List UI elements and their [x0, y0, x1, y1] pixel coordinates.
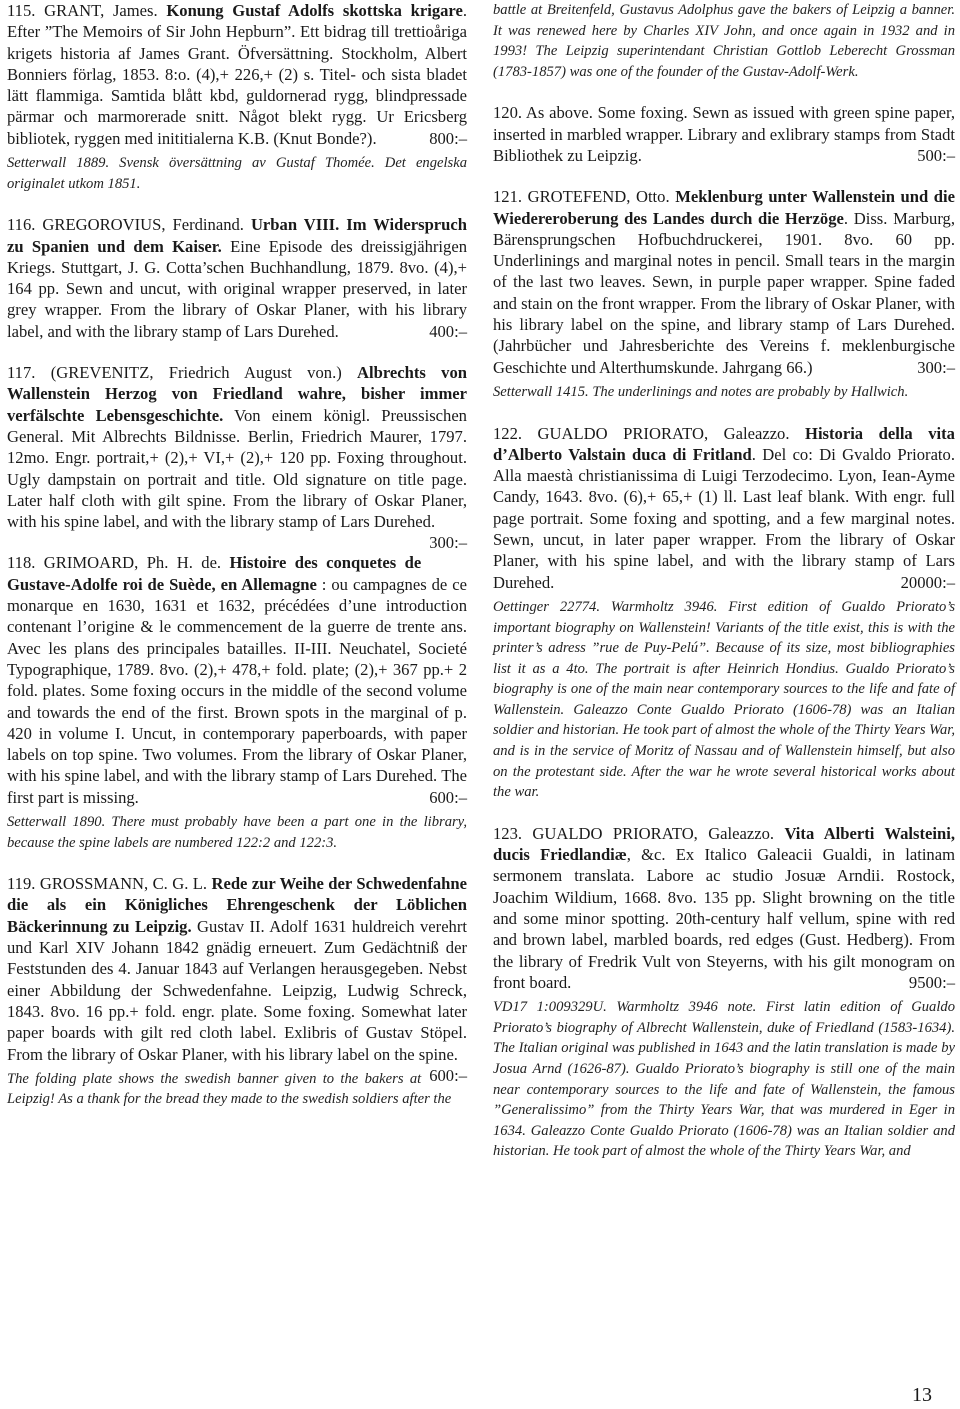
entry-description: Gustav II. Adolf 1631 huldreich verehrt und Karl XIV Johann 1842 gnädig erneuert. Zum Gedächtniß der Feststunden des 4. Januar 1843 auf Verlangen herausgegeben. Nebst einer Abbildung der Schwedenfahne. Leipzig, Ludwig Schreck, 1843. 8vo. 16 pp.+ fold. engr. plate. Some foxing. Somewhat later paper boards with gilt red cloth label. Exlibris of Gustav Stöpel. From the library of Oskar Planer, with his library label on the spine. [7, 916, 467, 1064]
entry-price: 500:– [917, 145, 955, 165]
entry-note: Setterwall 1890. There must probably have been a part one in the library, because the spine labels are numbered 122:2 and 122:3. [7, 813, 467, 851]
catalog-entry-116 [7, 214, 467, 342]
catalog-entry-117 [7, 362, 467, 553]
entry-description: , &c. Ex Italico Galeacii Gualdi, in latinam sermonem translata. Labore ac studio Josuæ Arndii. Rostock, Joachim Wildium, 1668. 8vo. 135 pp. Slight browning on the title and some minor spotting. 20th-century half vellum, spine with red and brown label, marbled boards, red edges (Gust. Hedberg). From the library of Fredrik Vult von Steyerns, with his gilt monogram on front board. [493, 845, 955, 992]
entry-note: VD17 1:009329U. Warmholtz 3946 note. First latin edition of Gualdo Priorato’s biography of Albrecht Wallenstein, duke of Friedland (1583-1634). The Italian original was published in 1643 and the latin translation is made by Josua Arnd (1626-87). Gualdo Priorato’s biography is still one of the main near contemporary sources to the life and fate of Wallenstein, the famous ”Generalissimo” from the Thirty Years War, that was murdered in Eger in 1634. Galeazzo Conte Gualdo Priorato (1606-78) was an Italian soldier and historian. He took part of almost the whole of the Thirty Years War, and [493, 999, 955, 1160]
entry-price: 300:– [429, 533, 467, 553]
catalog-entry-119-continued [493, 0, 955, 82]
entry-title: Urban VIII. Im Widerspruch zu Spanien und dem Kaiser. [7, 215, 467, 256]
entry-note: Oettinger 22774. Warmholtz 3946. First edition of Gualdo Priorato’s important biography on Wallenstein! Variants of the title exist, this is with the printer’s adress ”rue de Puy-Pelú”. Because of its size, most bibliographies list it as a 4to. The portrait is after Heinrich Hondius. Gualdo Priorato’s biography is one of the main near contemporary sources to the life and fate of Wallenstein. Galeazzo Conte Gualdo Priorato (1606-78) was an Italian soldier and historian. He took part of almost the whole of the Thirty Years War, and is in the service of Moritz of Nassau and of Wallenstein himself, but also on the protestant side. After the war he wrote several historical works about the war. [493, 598, 955, 801]
entry-description: Von einem königl. Preussischen General. Mit Albrechts Bildnisse. Berlin, Friedrich Maurer, 1797. 12mo. Engr. portrait,+ (2),+ VI,+ (2),+ 120 pp. Foxing throughout. Ugly dampstain on portrait and title. Old signature on title page. Later half cloth with gilt spine. From the library of Oskar Planer, with his spine label, and with the library stamp of Lars Durehed. [7, 405, 467, 532]
page-number: 13 [912, 1384, 932, 1406]
catalog-entry-118 [7, 552, 467, 853]
left-column [7, 0, 467, 1130]
entry-text [493, 186, 955, 378]
entry-price: 800:– [429, 128, 467, 148]
entry-text [7, 0, 467, 149]
entry-text [7, 873, 467, 1085]
entry-note: The folding plate shows the swedish banner given to the bakers at Leipzig! As a thank for the bread they made to the swedish soldiers after the [7, 1070, 452, 1108]
entry-price: 9500:– [908, 972, 955, 992]
entry-note: Setterwall 1415. The underlinings and notes are probably by Hallwich. [493, 383, 909, 400]
entry-price: 300:– [917, 357, 955, 377]
catalog-entry-123 [493, 823, 955, 1162]
entry-description: 120. As above. Some foxing. Sewn as issued with green spine paper, inserted in marbled wrapper. Library and exlibrary stamps from Stadt Bibliothek zu Leipzig. [493, 103, 955, 165]
right-column [493, 0, 955, 1182]
entry-title: Rede zur Weihe der Schwedenfahne die als ein Königliches Ehrengeschenk der Löblichen Bäckerinnung zu Leipzig. [7, 874, 467, 936]
entry-price: 400:– [429, 321, 467, 341]
entry-description: . Diss. Marburg, Bärensprungschen Hofbuchdruckerei, 1901. 8vo. 60 pp. Underlinings and marginal notes in pencil. Small tears in the margin of the last two leaves. Sewn, in purple paper wrapper. Spine faded and stain on the front wrapper. From the library of Oskar Planer, with his library label on the spine, and library stamp of Lars Durehed. (Jahrbücher und Jahresberichte des Vereins f. meklenburgische Geschichte und Alterthumskunde. Jahrgang 66.) [493, 208, 955, 377]
entry-author: 122. GUALDO PRIORATO, Galeazzo. [493, 423, 806, 443]
entry-author: 115. GRANT, James. [7, 1, 167, 20]
catalog-entry-121 [493, 186, 955, 402]
entry-author: 116. GREGOROVIUS, Ferdinand. [7, 215, 251, 235]
entry-price: 600:– [429, 787, 467, 807]
entry-description: : ou campagnes de ce monarque en 1630, 1631 et 1632, précédées d’une introduction contenant l’origine & le commencement de la guerre de trente ans. Avec les plans des principales batailles. II-III. Neuchatel, Societé Typographique, 1789. 8vo. (2),+ 478,+ fold. plate; (2),+ 367 pp.+ 2 fold. plates. Some foxing occurs in the middle of the second volume and towards the end of the first. Brown spots in the marginal of p. 420 in volume I. Uncut, in contemporary paperboards, with paper labels on top spine. Two volumes. From the library of Oskar Planer, with his spine label, and with the library stamp of Lars Durehed. The first part is missing. [7, 574, 467, 807]
entry-description: . Efter ”The Memoirs of Sir John Hepburn”. Ett bidrag till trettioåriga krigets historia af James Grant. Öfversättning. Stockholm, Albert Bonniers förlag, 1853. 8:o. (4),+ 226,+ (2) s. Titel- och sista bladet lätt flammiga. Samtida blått kbd, guldornerad rygg, blindpressade pärmar och marmorerade snitt. Något blekt rygg. Ur Ericsberg bibliotek, ryggen med inititialerna K.B. (Knut Bonde?). [7, 1, 467, 148]
entry-price: 600:– [429, 1065, 467, 1085]
catalog-entry-120 [493, 102, 955, 166]
entry-description: Eine Episode des dreissigjährigen Kriegs. Stuttgart, J. G. Cotta’schen Buchhandlung, 1879. 8vo. (4),+ 164 pp. Sewn and uncut, with original wrapper preserved, in later grey wrapper. From the library of Oskar Planer, with his library label, and with the library stamp of Lars Durehed. [7, 236, 467, 341]
entry-title: Meklenburg unter Wallenstein und die Wiedereroberung des Landes durch die Herzöge [493, 187, 956, 228]
entry-text [493, 823, 955, 993]
entry-author: 118. GRIMOARD, Ph. H. de. [7, 553, 230, 573]
entry-title: Vita Alberti Walsteini, ducis Friedlandiæ [493, 823, 955, 865]
entry-note: Setterwall 1889. Svensk översättning av Gustaf Thomée. Det engelska originalet utkom 1851. [7, 155, 467, 192]
entry-author: 117. (GREVENITZ, Friedrich August von.) [7, 363, 358, 383]
entry-text [493, 102, 955, 166]
entry-title: Histoire des conquetes de Gustave-Adolfe roi de Suède, en Allemagne [7, 553, 422, 594]
catalog-entry-119 [7, 873, 467, 1110]
entry-description: . Del co: Di Gvaldo Priorato. Alla maestà christianissima di Luigi Terzodecimo. Lyon, Iean-Ayme Candy, 1643. 8vo. (6),+ 65,+ (1) ll. Last leaf blank. With engr. full page portrait. Some foxing and spotting, and a few marginal notes. Sewn, uncut, in later paper wrapper. From the library of Oskar Planer, with his spine label, and with the library stamp of Lars Durehed. [493, 444, 955, 592]
entry-note-continued: battle at Breitenfeld, Gustavus Adolphus gave the bakers of Leipzig a banner. It was renewed here by Charles XIV John, and once again in 1932 and in 1993! The Leipzig superintendant Christian Gottlob Leberecht Grossman (1783-1857) was one of the founder of the Gustav-Adolf-Werk. [493, 2, 955, 80]
entry-author: 119. GROSSMANN, C. G. L. [7, 874, 212, 894]
entry-price: 20000:– [900, 572, 955, 592]
catalog-entry-122 [493, 423, 955, 803]
entry-text [493, 423, 955, 593]
entry-title: Albrechts von Wallenstein Herzog von Friedland wahre, bisher immer verfälschte Lebensgeschichte. [7, 363, 467, 425]
entry-text [7, 552, 467, 808]
entry-title: Historia della vita d’Alberto Valstain duca di Fritland [493, 423, 955, 464]
entry-title: Konung Gustaf Adolfs skottska krigare [166, 1, 463, 20]
catalog-entry-115 [7, 0, 467, 194]
entry-text [7, 214, 467, 342]
entry-text [7, 362, 467, 553]
entry-author: 121. GROTEFEND, Otto. [493, 187, 676, 207]
entry-author: 123. GUALDO PRIORATO, Galeazzo. [493, 823, 785, 843]
